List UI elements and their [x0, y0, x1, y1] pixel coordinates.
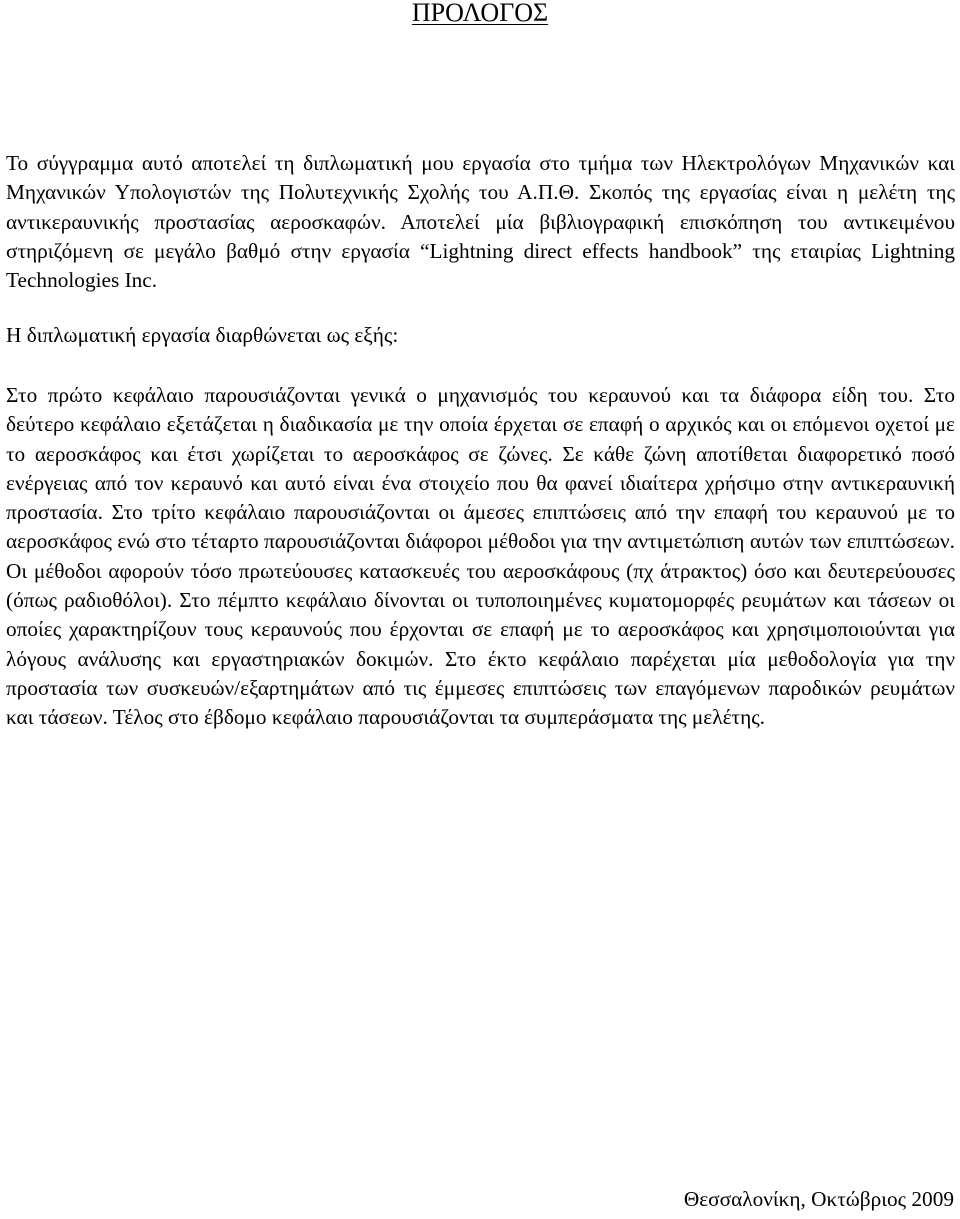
structure-intro-paragraph: Η διπλωματική εργασία διαρθώνεται ως εξής:	[6, 323, 399, 347]
chapters-summary-paragraph: Στο πρώτο κεφάλαιο παρουσιάζονται γενικά ο μηχανισμός του κεραυνού και τα διάφορα είδη του. Στο δεύτερο κεφάλαιο εξετάζεται η διαδικασία με την οποία έρχεται σε επαφή ο αρχικός και οι επόμενοι οχετοί με το αεροσκάφος και έτσι χωρίζεται το αεροσκάφος σε ζώνες. Σε κάθε ζώνη αποτίθεται διαφορετικό ποσό ενέργειας από τον κεραυνό και αυτό είναι ένα στοιχείο που θα φανεί ιδιαίτερα χρήσιμο στην αντικεραυνική προστασία. Στο τρίτο κεφάλαιο παρουσιάζονται οι άμεσες επιπτώσεις από την επαφή του κεραυνού με το αεροσκάφος ενώ στο τέταρτο παρουσιάζονται διάφοροι μέθοδοι για την αντιμετώπιση αυτών των επιπτώσεων. Οι μέθοδοι αφορούν τόσο πρωτεύουσες κατασκευές του αεροσκάφους (πχ άτρακτος) όσο και δευτερεύουσες (όπως ραδιοθόλοι). Στο πέμπτο κεφάλαιο δίνονται οι τυποποιημένες κυματομορφές ρευμάτων και τάσεων οι οποίες χαρακτηρίζουν τους κεραυνούς που έρχονται σε επαφή με το αεροσκάφος και χρησιμοποιούνται για λόγους ανάλυσης και εργαστηριακών δοκιμών. Στο έκτο κεφάλαιο παρέχεται μία μεθοδολογία για την προστασία των συσκευών/εξαρτημάτων από τις έμμεσες επιπτώσεις των επαγόμενων παροδικών ρευμάτων και τάσεων. Τέλος στο έβδομο κεφάλαιο παρουσιάζονται τα συμπεράσματα της μελέτης.	[6, 383, 955, 730]
place-date-signature: Θεσσαλονίκη, Οκτώβριος 2009	[683, 1187, 954, 1211]
intro-paragraph: Το σύγγραμμα αυτό αποτελεί τη διπλωματική μου εργασία στο τμήμα των Ηλεκτρολόγων Μηχανικών και Μηχανικών Υπολογιστών της Πολυτεχνικής Σχολής του Α.Π.Θ. Σκοπός της εργασίας είναι η μελέτη της αντικεραυνικής προστασίας αεροσκαφών. Αποτελεί μία βιβλιογραφική επισκόπηση του αντικειμένου στηριζόμενη σε μεγάλο βαθμό στην εργασία “Lightning direct effects handbook” της εταιρίας Lightning Technologies Inc.	[6, 151, 955, 293]
page-title: ΠΡΟΛΟΓΟΣ	[411, 0, 549, 27]
